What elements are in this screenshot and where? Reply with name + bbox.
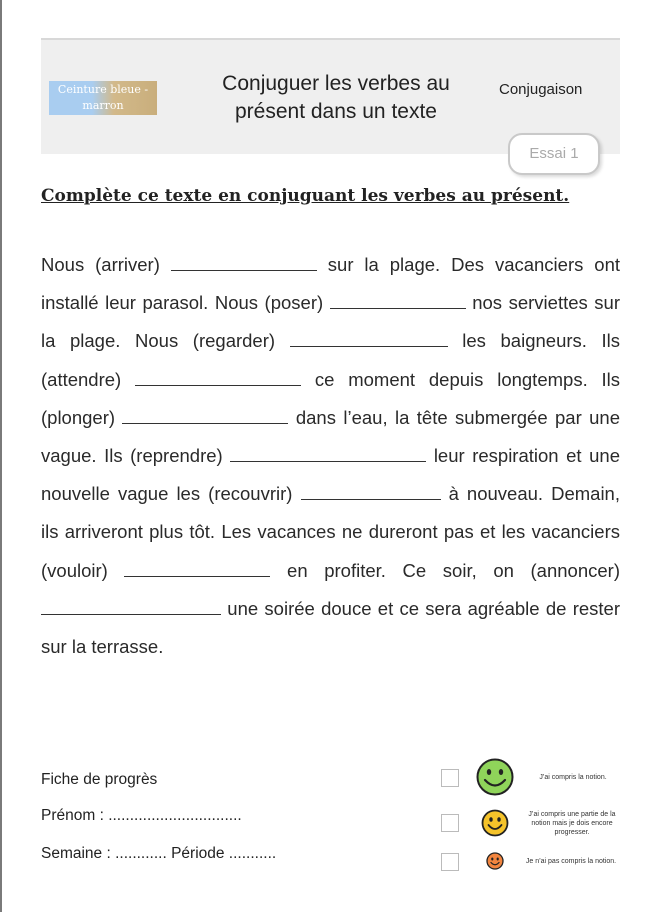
- checkbox-understood[interactable]: [441, 769, 459, 787]
- firstname-field[interactable]: Prénom : ...............................: [41, 807, 242, 824]
- answer-blank[interactable]: [230, 447, 426, 462]
- worksheet-title: [191, 70, 481, 126]
- answer-blank[interactable]: [135, 371, 301, 386]
- answer-blank[interactable]: [122, 409, 288, 424]
- neutral-smiley-icon: [481, 809, 509, 837]
- answer-blank[interactable]: [41, 600, 221, 615]
- level-label: Ceinture bleue - marron: [57, 83, 149, 112]
- text-segment: sur la plage. Des vacanciers ont installé leur parasol. Nous (poser): [41, 254, 621, 314]
- legend-partially: J’ai compris une partie de la notion mais je dois encore progresser.: [528, 811, 616, 836]
- title-line-2: présent dans un texte: [235, 100, 437, 123]
- attempt-badge: Essai 1: [508, 133, 600, 175]
- answer-blank[interactable]: [330, 294, 466, 309]
- page-left-border: [0, 0, 2, 912]
- answer-blank[interactable]: [124, 562, 270, 577]
- week-period-field[interactable]: Semaine : ............ Période ...........: [41, 845, 277, 862]
- answer-blank[interactable]: [301, 485, 441, 500]
- legend-not-understood: Je n’ai pas compris la notion.: [525, 858, 617, 865]
- text-segment: nos serviettes sur la plage. Nous (regarder): [41, 292, 620, 352]
- text-segment: une soirée douce et ce sera agréable de rester sur la terrasse.: [41, 597, 620, 658]
- text-segment: à nouveau. Demain, ils arriveront plus tôt. Les vacances ne dureront pas et les vacanciers (vouloir): [41, 483, 620, 581]
- small-smiley-icon: [486, 852, 504, 870]
- subject-label: Conjugaison: [499, 81, 583, 98]
- legend-understood: J’ai compris la notion.: [539, 774, 607, 781]
- exercise-text: [41, 246, 620, 666]
- checkbox-not-understood[interactable]: [441, 853, 459, 871]
- text-segment: en profiter. Ce soir, on (annoncer): [287, 559, 620, 581]
- text-segment: les baigneurs. Ils (attendre): [41, 330, 621, 390]
- text-segment: leur respiration et une nouvelle vague les (recouvrir): [41, 445, 620, 505]
- checkbox-partially[interactable]: [441, 814, 459, 832]
- text-segment: dans l’eau, la tête submergée par une vague. Ils (reprendre): [41, 406, 621, 467]
- instruction: Complète ce texte en conjuguant les verbes au présent.: [41, 186, 570, 206]
- answer-blank[interactable]: [290, 332, 448, 347]
- progress-label: Fiche de progrès: [41, 771, 158, 788]
- title-line-1: Conjuguer les verbes au: [222, 72, 450, 95]
- happy-smiley-icon: [476, 758, 514, 796]
- text-segment: Nous (arriver): [41, 254, 160, 275]
- answer-blank[interactable]: [171, 256, 317, 271]
- text-segment: ce moment depuis longtemps. Ils (plonger): [41, 368, 621, 428]
- level-badge: [49, 81, 157, 115]
